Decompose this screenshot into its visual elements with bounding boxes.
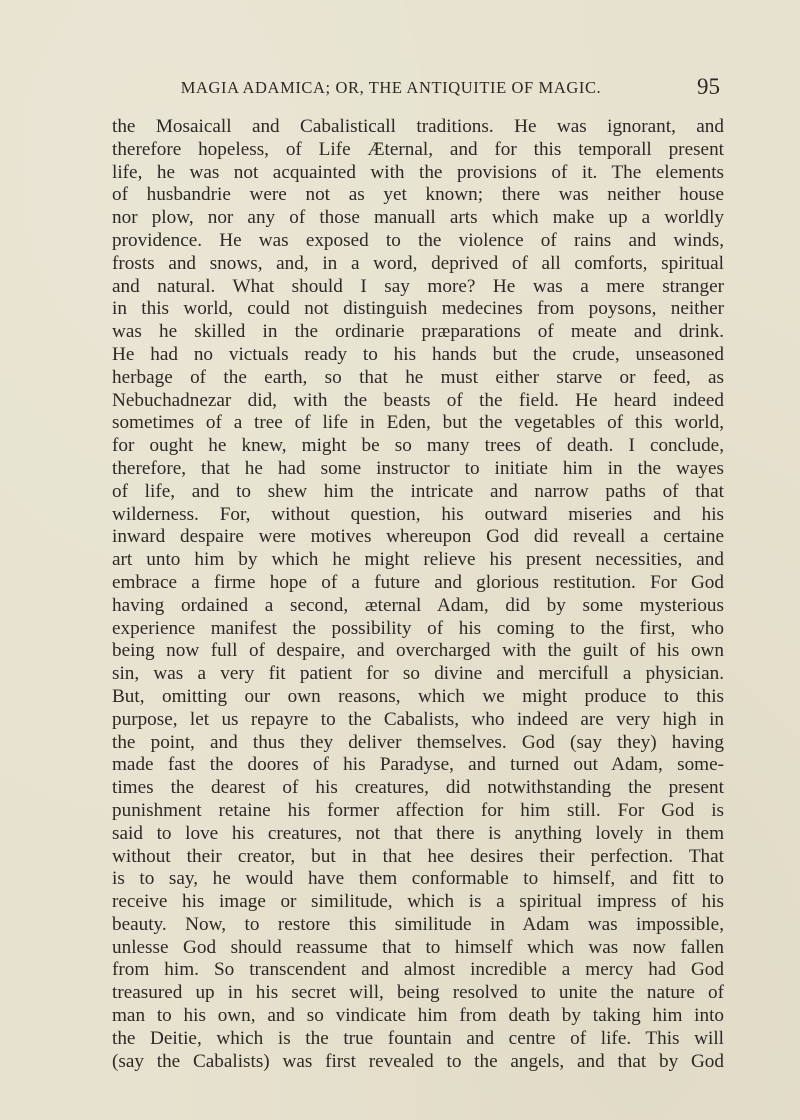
text-line: life, he was not acquainted with the provisions of it. The elements xyxy=(112,161,724,183)
text-line: (say the Cabalists) was first revealed to the angels, and that by God xyxy=(112,1050,724,1072)
text-line: without their creator, but in that hee desires their perfection. That xyxy=(112,845,724,867)
body-text xyxy=(112,116,724,1073)
text-line: was he skilled in the ordinarie præparations of meate and drink. xyxy=(112,321,724,343)
running-title: MAGIA ADAMICA; OR, THE ANTIQUITIE OF MAGIC. xyxy=(180,78,602,97)
text-line: the Deitie, which is the true fountain and centre of life. This will xyxy=(112,1027,724,1049)
text-line: in this world, could not distinguish medecines from poysons, neither xyxy=(112,298,724,320)
text-line: therefore, that he had some instructor to initiate him in the wayes xyxy=(112,457,724,479)
text-line: herbage of the earth, so that he must either starve or feed, as xyxy=(112,366,724,388)
page-number: 95 xyxy=(697,74,720,99)
text-line: from him. So transcendent and almost incredible a mercy had God xyxy=(112,959,724,981)
text-line: art unto him by which he might relieve his present necessities, and xyxy=(112,549,724,571)
text-line: therefore hopeless, of Life Æternal, and for this temporall present xyxy=(112,138,724,160)
text-line: He had no victuals ready to his hands but the crude, unseasoned xyxy=(112,343,724,365)
text-line: Nebuchadnezar did, with the beasts of the field. He heard indeed xyxy=(112,389,724,411)
text-line: being now full of despaire, and overcharged with the guilt of his own xyxy=(112,640,724,662)
text-line: nor plow, nor any of those manuall arts which make up a worldly xyxy=(112,207,724,229)
text-line: frosts and snows, and, in a word, deprived of all comforts, spiritual xyxy=(112,252,724,274)
text-line: purpose, let us repayre to the Cabalists, who indeed are very high in xyxy=(112,708,724,730)
text-line: inward despaire were motives whereupon God did reveall a certaine xyxy=(112,526,724,548)
text-line: wilderness. For, without question, his outward miseries and his xyxy=(112,503,724,525)
text-line: is to say, he would have them conformable to himself, and fitt to xyxy=(112,868,724,890)
text-line: the Mosaicall and Cabalisticall traditions. He was ignorant, and xyxy=(112,116,724,137)
text-line: providence. He was exposed to the violence of rains and winds, xyxy=(112,229,724,251)
text-line: the point, and thus they deliver themselves. God (say they) having xyxy=(112,731,724,753)
text-line: embrace a firme hope of a future and glorious restitution. For God xyxy=(112,571,724,593)
text-line: punishment retaine his former affection for him still. For God is xyxy=(112,799,724,821)
text-line: sin, was a very fit patient for so divine and mercifull a physician. xyxy=(112,663,724,685)
text-line: of life, and to shew him the intricate and narrow paths of that xyxy=(112,480,724,502)
text-line: man to his own, and so vindicate him from death by taking him into xyxy=(112,1005,724,1027)
text-line: and natural. What should I say more? He was a mere stranger xyxy=(112,275,724,297)
text-line: experience manifest the possibility of his coming to the first, who xyxy=(112,617,724,639)
text-line: unlesse God should reassume that to himself which was now fallen xyxy=(112,936,724,958)
text-line: sometimes of a tree of life in Eden, but the vegetables of this world, xyxy=(112,412,724,434)
text-line: treasured up in his secret will, being resolved to unite the nature of xyxy=(112,982,724,1004)
text-line: times the dearest of his creatures, did notwithstanding the present xyxy=(112,777,724,799)
text-line: of husbandrie were not as yet known; there was neither house xyxy=(112,184,724,206)
text-line: having ordained a second, æternal Adam, did by some mysterious xyxy=(112,594,724,616)
text-line: beauty. Now, to restore this similitude in Adam was impossible, xyxy=(112,913,724,935)
text-line: receive his image or similitude, which is a spiritual impress of his xyxy=(112,891,724,913)
text-line: But, omitting our own reasons, which we might produce to this xyxy=(112,685,724,707)
text-line: said to love his creatures, not that there is anything lovely in them xyxy=(112,822,724,844)
running-head xyxy=(112,76,720,102)
text-line: made fast the doores of his Paradyse, and turned out Adam, some- xyxy=(112,754,724,776)
text-line: for ought he knew, might be so many trees of death. I conclude, xyxy=(112,435,724,457)
